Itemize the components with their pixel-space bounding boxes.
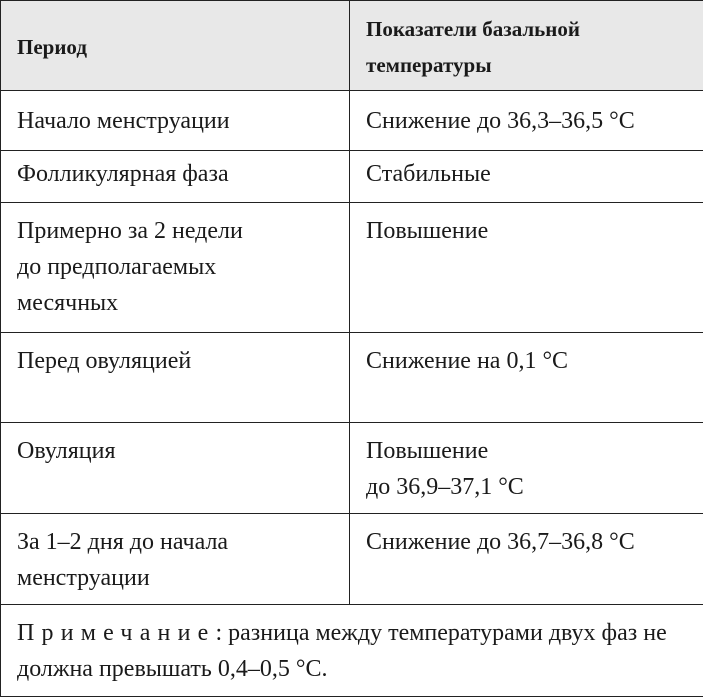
period-text: Овуляция — [17, 433, 335, 469]
period-cell — [1, 203, 350, 333]
note-label: Примечание — [17, 620, 215, 646]
value-text: Снижение до 36,3–36,5 °С — [366, 103, 689, 139]
table-row — [1, 423, 703, 514]
note-text: : разница между температурами двух фаз не должна превышать 0,4–0,5 °С. — [17, 620, 667, 682]
value-cell — [350, 333, 703, 423]
header-indicators-label: Показатели базальной температуры — [366, 11, 689, 83]
value-text: Стабильные — [366, 156, 689, 192]
value-cell — [350, 514, 703, 605]
value-text: Повышение — [366, 213, 689, 249]
table-row — [1, 333, 703, 423]
period-text: За 1–2 дня до начала менструации — [17, 524, 335, 596]
value-text: Снижение до 36,7–36,8 °С — [366, 524, 689, 560]
period-cell — [1, 514, 350, 605]
value-cell — [350, 91, 703, 151]
period-text: Начало менструации — [17, 103, 335, 139]
period-cell — [1, 91, 350, 151]
value-text: Снижение на 0,1 °С — [366, 343, 689, 379]
table-row — [1, 514, 703, 605]
header-period — [1, 1, 350, 91]
period-cell — [1, 333, 350, 423]
period-text: Фолликулярная фаза — [17, 156, 335, 192]
table-row — [1, 91, 703, 151]
table-header-row — [1, 1, 703, 91]
period-cell — [1, 151, 350, 203]
header-indicators — [350, 1, 703, 91]
period-text: Перед овуляцией — [17, 343, 335, 379]
value-cell — [350, 203, 703, 333]
header-period-label: Период — [17, 29, 335, 65]
note-row — [1, 605, 703, 697]
value-cell — [350, 423, 703, 514]
period-text: Примерно за 2 недели до предполагаемых месячных — [17, 213, 335, 321]
note-cell — [1, 605, 703, 697]
table-row — [1, 203, 703, 333]
period-cell — [1, 423, 350, 514]
value-cell — [350, 151, 703, 203]
table-row — [1, 151, 703, 203]
value-text: Повышение до 36,9–37,1 °С — [366, 433, 689, 505]
